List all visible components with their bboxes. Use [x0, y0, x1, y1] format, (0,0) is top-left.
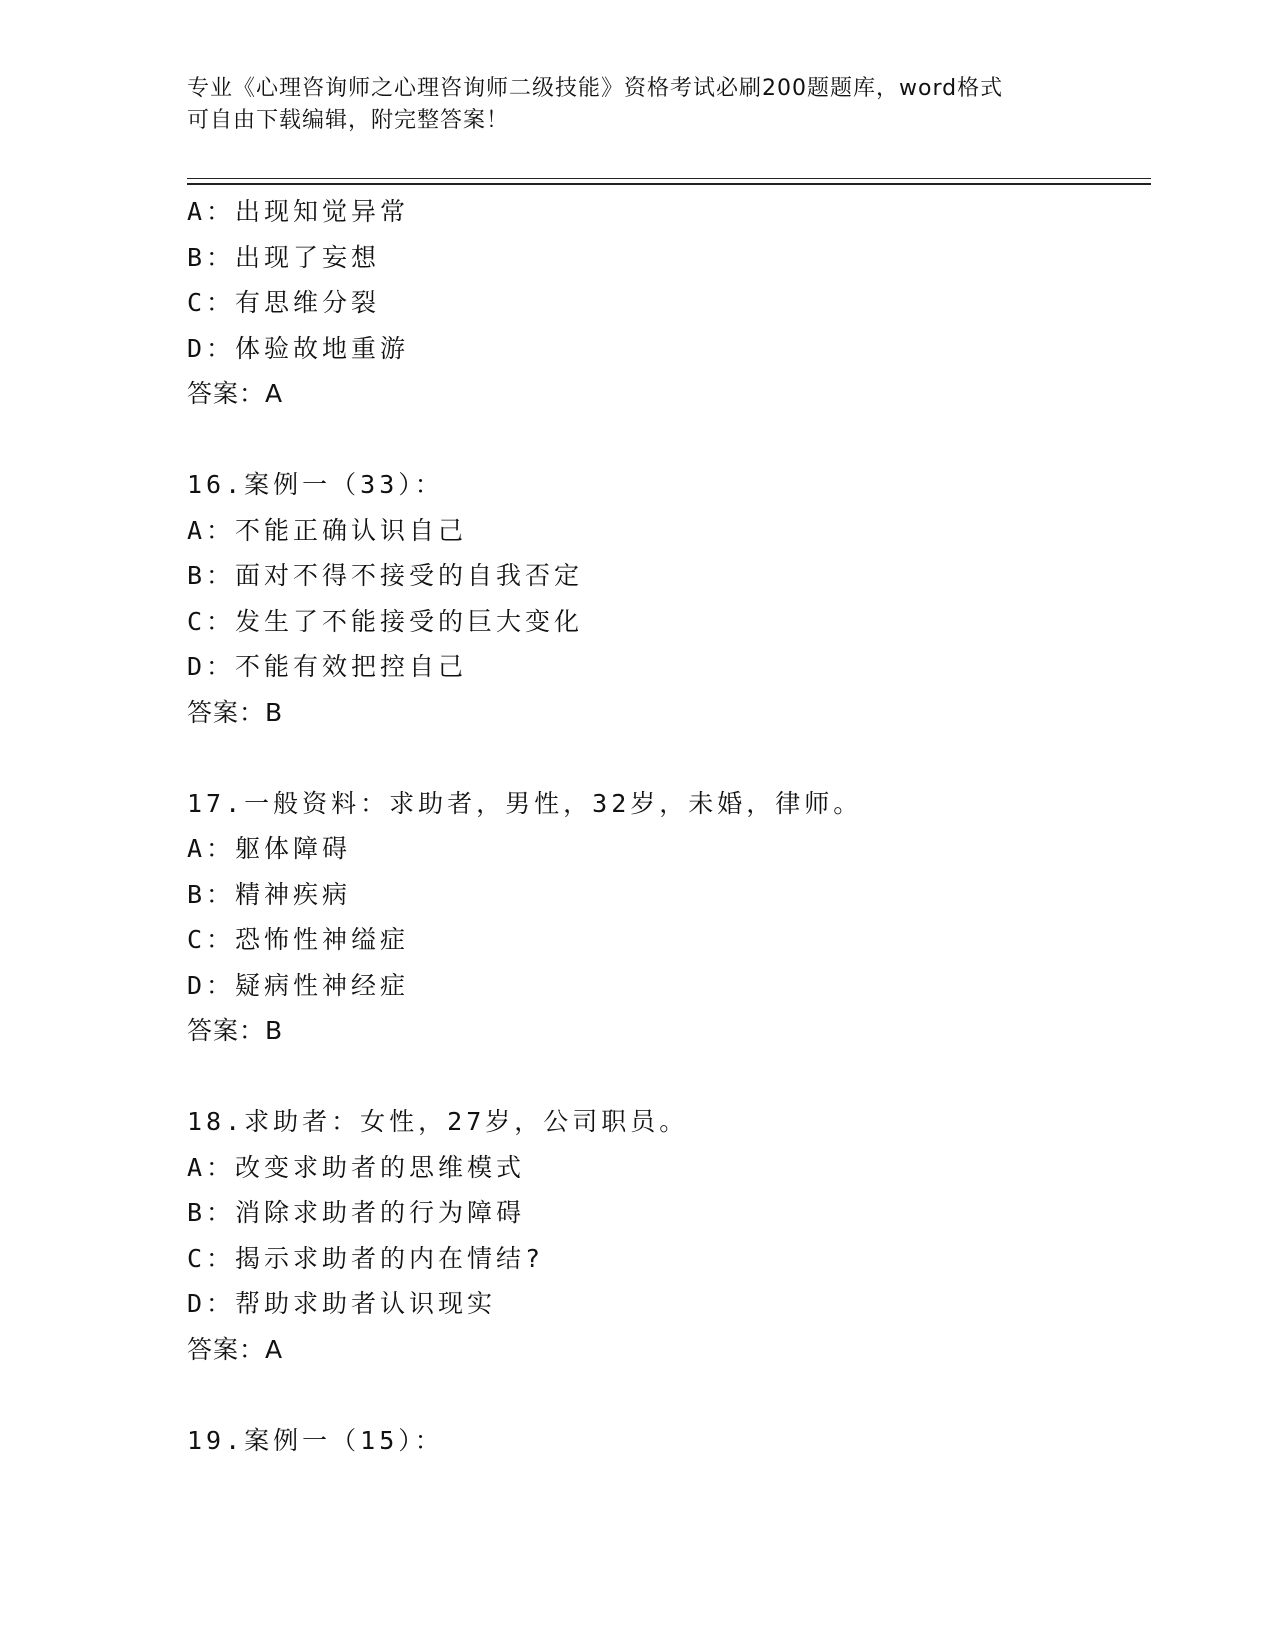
option-c: C：有思维分裂 — [187, 288, 381, 317]
option-d: D：体验故地重游 — [187, 333, 410, 363]
option-b: B：精神疾病 — [187, 879, 352, 909]
option-d: D：疑病性神经症 — [187, 970, 410, 1000]
answer-line: 答案：B — [187, 1016, 284, 1045]
header-divider-thin — [187, 178, 1151, 179]
option-b: B：出现了妄想 — [187, 242, 381, 272]
answer-line: 答案：B — [187, 697, 284, 727]
option-c: C：恐怖性神缢症 — [187, 925, 410, 954]
question-19 — [187, 1418, 1147, 1464]
question-list — [187, 189, 1147, 1463]
option-d: D：不能有效把控自己 — [187, 652, 468, 681]
question-18 — [187, 1099, 1147, 1372]
option-b: B：消除求助者的行为障碍 — [187, 1198, 526, 1227]
continued-question — [187, 189, 1147, 417]
option-d: D：帮助求助者认识现实 — [187, 1289, 497, 1318]
header-divider-thick — [187, 183, 1151, 185]
question-title: 19.案例一（15）： — [187, 1425, 444, 1455]
header-line-2: 可自由下载编辑，附完整答案！ — [187, 108, 510, 133]
question-17 — [187, 781, 1147, 1054]
option-a: A：不能正确认识自己 — [187, 515, 468, 545]
answer-line: 答案：A — [187, 379, 284, 408]
option-c: C：揭示求助者的内在情结? — [187, 1243, 545, 1273]
option-b: B：面对不得不接受的自我否定 — [187, 561, 584, 590]
option-a: A：躯体障碍 — [187, 834, 352, 863]
question-16 — [187, 462, 1147, 735]
document-header — [187, 73, 1087, 137]
question-title: 18.求助者：女性，27岁，公司职员。 — [187, 1107, 689, 1136]
answer-line: 答案：A — [187, 1334, 284, 1364]
question-title: 17.一般资料：求助者，男性，32岁，未婚，律师。 — [187, 788, 863, 818]
question-title: 16.案例一（33）： — [187, 470, 444, 499]
option-a: A：改变求助者的思维模式 — [187, 1152, 526, 1182]
option-c: C：发生了不能接受的巨大变化 — [187, 606, 584, 636]
header-line-1: 专业《心理咨询师之心理咨询师二级技能》资格考试必刷200题题库，word格式 — [187, 76, 1004, 101]
option-a: A：出现知觉异常 — [187, 197, 410, 226]
